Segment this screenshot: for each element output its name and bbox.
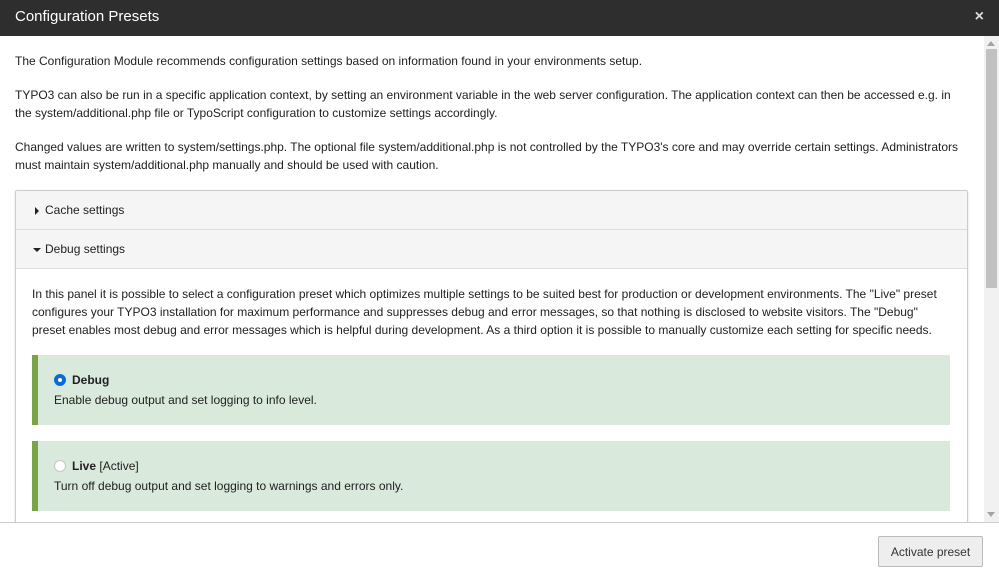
modal-title: Configuration Presets	[15, 8, 160, 25]
intro-paragraph-2: TYPO3 can also be run in a specific application context, by setting an environment variable in the web server configuration. The application context can then be accessed e.g. in the system/additional.php file or TypoScript configuration to customize settings accordingly.	[15, 88, 951, 120]
intro-paragraph-3: Changed values are written to system/settings.php. The optional file system/additional.php is not controlled by the TYPO3's core and may override certain settings. Administrators must maintain system/additional.php manually and should be used with caution.	[15, 140, 959, 172]
caret-right-icon	[35, 207, 39, 215]
activate-preset-button[interactable]: Activate preset	[878, 536, 983, 567]
modal-footer	[0, 522, 999, 579]
scroll-up-icon[interactable]	[987, 41, 995, 46]
scrollbar-thumb[interactable]	[986, 49, 997, 288]
scroll-down-icon[interactable]	[987, 512, 995, 517]
vertical-scrollbar[interactable]	[984, 36, 999, 522]
preset-live-radio[interactable]	[54, 460, 66, 472]
debug-panel-description: In this panel it is possible to select a configuration preset which optimizes multiple settings to be suited best for production or development environments. The "Live" preset configures your TYPO3 installation for maximum performance and suppresses debug and error messages, so that nothing is disclosed to website visitors. The "Debug" preset enables most debug and error messages which is helpful during development. As a third option it is possible to manually customize each setting for specific needs.	[32, 287, 937, 337]
close-icon[interactable]: ×	[974, 8, 984, 25]
modal-header	[0, 0, 999, 36]
active-badge: [Active]	[99, 459, 139, 473]
preset-name: Debug	[72, 373, 110, 387]
panel-title-debug: Debug settings	[45, 242, 126, 256]
preset-option-live[interactable]	[32, 441, 950, 511]
preset-debug-radio[interactable]	[55, 375, 65, 385]
preset-option-debug[interactable]	[32, 355, 950, 425]
preset-description: Enable debug output and set logging to info level.	[54, 393, 317, 407]
intro-paragraph-1: The Configuration Module recommends configuration settings based on information found in your environments setup.	[15, 54, 643, 68]
panel-header-cache-settings[interactable]	[16, 191, 967, 230]
modal-body	[0, 36, 984, 522]
preset-name: Live [Active]	[72, 459, 139, 473]
settings-panel-group	[15, 190, 968, 522]
preset-description: Turn off debug output and set logging to warnings and errors only.	[54, 479, 404, 493]
panel-title-cache: Cache settings	[45, 203, 125, 217]
caret-down-icon	[33, 248, 41, 252]
panel-header-debug-settings[interactable]	[16, 230, 967, 269]
